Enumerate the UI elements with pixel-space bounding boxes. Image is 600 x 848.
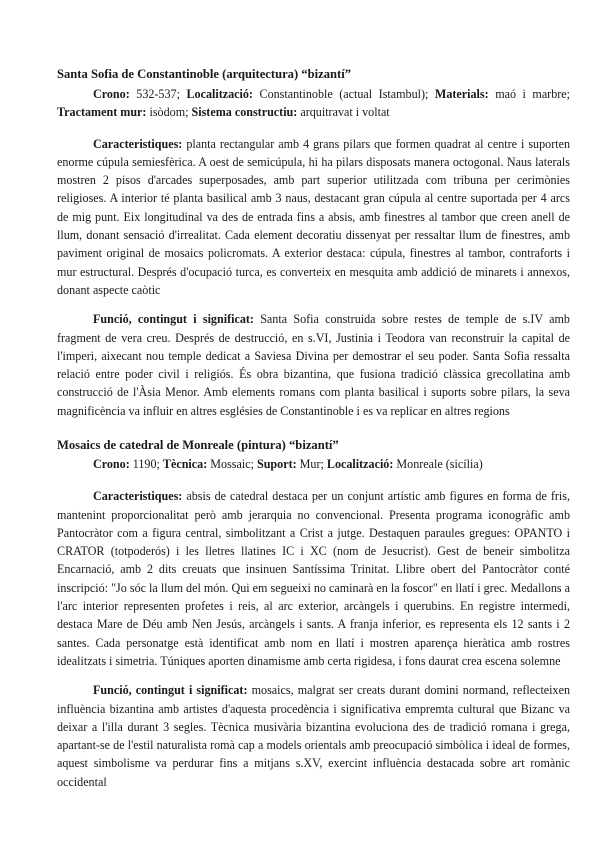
section-santa-sofia bbox=[57, 66, 570, 420]
localitzacio-value: Constantinoble (actual Istambul); bbox=[259, 87, 429, 101]
suport-label: Suport: bbox=[256, 457, 297, 471]
metadata-line bbox=[57, 85, 570, 122]
suport-value: Mur; bbox=[299, 457, 324, 471]
materials-label: Materials: bbox=[434, 87, 489, 101]
funcio-paragraph bbox=[57, 681, 570, 791]
crono-value: 532-537; bbox=[136, 87, 180, 101]
funcio-paragraph bbox=[57, 310, 570, 420]
localitzacio-label: Localització: bbox=[186, 87, 253, 101]
tractament-label: Tractament mur: bbox=[57, 105, 147, 120]
crono-label: Crono: bbox=[93, 457, 130, 471]
funcio-label: Funció, contingut i significat: bbox=[93, 683, 248, 698]
sistema-value: arquitravat i voltat bbox=[300, 105, 390, 120]
tecnica-value: Mossaic; bbox=[210, 457, 254, 471]
tecnica-label: Tècnica: bbox=[162, 457, 208, 471]
section-title: Santa Sofia de Constantinoble (arquitectura) “bizantí” bbox=[57, 67, 351, 81]
crono-value: 1190; bbox=[132, 457, 160, 471]
caracteristiques-label: Caracteristiques: bbox=[93, 489, 183, 504]
metadata-line bbox=[57, 455, 570, 473]
section-title: Mosaics de catedral de Monreale (pintura) “bizantí” bbox=[57, 438, 339, 452]
funcio-text: Santa Sofia construida sobre restes de temple de s.IV amb fragment de vera creu. Després de destrucció, en s.VI, Justinia i Teodora van reconstruir la capital de l'imperi, aixecant nou temple dedicat a Saviesa Divina per demostrar el seu poder. Santa Sofia ressalta relació entre poder civil i religiós. És obra bizantina, que fusiona tradició clàssica grecollatina amb construcció de l'Àsia Menor. Amb elements romans com planta basilical i suports sobre pilars, la seva magnificència va influir en altres esglésies de Constantinoble i es va replicar en altres regions bbox=[57, 312, 570, 418]
materials-value: maó i marbre; bbox=[495, 87, 571, 101]
localitzacio-label: Localització: bbox=[326, 457, 394, 471]
localitzacio-value: Monreale (sicília) bbox=[396, 457, 483, 471]
caracteristiques-text: planta rectangular amb 4 grans pilars que formen quadrat al centre i suporten enorme cúpula semiesfèrica. A oest de semicúpula, hi ha pilars disposats manera octogonal. Naus laterals mostren 2 pisos d'arcades superposades, amb part superior utilitzada com tribuna per cerimònies religioses. A interior té planta basilical amb 3 naus, destacant gran cúpula al centre suportada per 4 arcs de mig punt. Eix longitudinal va des de entrada fins a absis, amb finestres al tambor que creen anell de llum, donant sensació d'irrealitat. Cada element decoratiu dissenyat per ressaltar llum de finestres, amb paviment original de mosaics policromats. A exterior destaca: cúpula, finestres al tambor, contraforts i mur estructural. Després d'ocupació turca, es converteix en mesquita amb addició de minarets i annexos, donant aspecte caòtic bbox=[57, 136, 570, 297]
section-monreale bbox=[57, 437, 570, 791]
caracteristiques-paragraph bbox=[57, 135, 570, 300]
sistema-label: Sistema constructiu: bbox=[191, 105, 298, 120]
crono-label: Crono: bbox=[93, 87, 130, 101]
caracteristiques-text: absis de catedral destaca per un conjunt artístic amb figures en forma de fris, mantenint proporcionalitat però amb jerarquia no convencional. Presenta programa iconogràfic amb Pantocràtor com a figura central, simbolitzant a Crist a jutge. Destaquen paraules gregues: OPANTO i CRATOR (totpoderós) i les lletres llatines IC i XC (nom de Jesucrist). Gest de beneir simbolitza Encarnació, amb 2 dits creuats que insinuen Santíssima Trinitat. Llibre obert del Pantocràtor conté inscripció: "Jo sóc la llum del món. Qui em segueixi no caminarà en la foscor" en llatí i grec. Medallons a l'arc interior representen profetes i reis, al arc exterior, arcàngels i querubins. En registre intermedi, destaca Mare de Déu amb Nen Jesús, arcàngels i sants. A franja inferior, es representa els 12 sants i 2 santes. Cada personatge està identificat amb nom en llatí i mostren aparença hieràtica amb rostres idealitzats i simetria. Túniques aporten dinamisme amb certa rigidesa, i fons daurat crea escena solemne bbox=[57, 489, 570, 668]
caracteristiques-label: Caracteristiques: bbox=[93, 136, 183, 151]
tractament-value: isòdom; bbox=[149, 105, 189, 120]
funcio-text: mosaics, malgrat ser creats durant domini normand, reflecteixen influència bizantina amb artistes d'aquesta procedència i significativa empremta cultural que Bizanc va deixar a l'illa durant 3 segles. Tècnica musivària bizantina evoluciona des de tradició romana i grega, apartant-se de l'estil naturalista romà cap a models orientals amb preocupació simbòlica i ideal de formes, aquest simbolisme va perdurar fins a mitjans s.XV, exercint influència destacada sobre art romànic occidental bbox=[57, 683, 570, 789]
funcio-label: Funció, contingut i significat: bbox=[93, 312, 254, 327]
caracteristiques-paragraph bbox=[57, 487, 570, 670]
